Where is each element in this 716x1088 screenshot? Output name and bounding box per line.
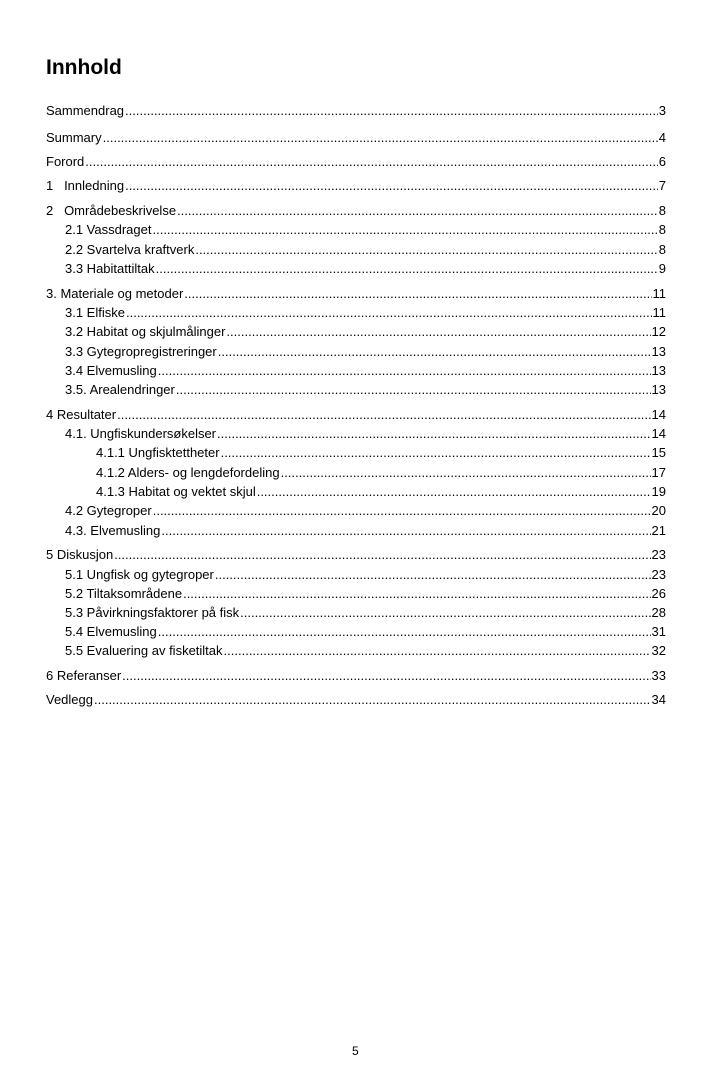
toc-entry-label: 4.1.3 Habitat og vektet skjul (96, 484, 256, 499)
toc-entry-page: 13 (651, 382, 666, 397)
dot-leader (217, 425, 651, 442)
toc-entry-page: 11 (652, 286, 666, 301)
toc-entry-label: 3. Materiale og metoder (46, 286, 184, 301)
toc-entry[interactable] (65, 221, 666, 238)
toc-entry[interactable] (46, 406, 666, 423)
toc-entry-page: 7 (658, 178, 666, 193)
dot-leader (240, 604, 650, 621)
toc-entry-label: Forord (46, 154, 85, 169)
toc-entry-label: 3.2 Habitat og skjulmålinger (65, 324, 226, 339)
toc-entry[interactable] (65, 425, 666, 442)
toc-entry[interactable] (65, 260, 666, 277)
dot-leader (176, 381, 651, 398)
toc-entry-page: 20 (651, 503, 666, 518)
dot-leader (125, 102, 658, 119)
dot-leader (117, 406, 650, 423)
toc-entry-label: 5.3 Påvirkningsfaktorer på fisk (65, 605, 240, 620)
toc-entry[interactable] (65, 522, 666, 539)
dot-leader (183, 585, 650, 602)
toc-entry-label: 5.1 Ungfisk og gytegroper (65, 567, 214, 582)
dot-leader (94, 691, 651, 708)
toc-entry[interactable] (65, 566, 666, 583)
toc-entry-page: 9 (658, 261, 666, 276)
toc-entry-page: 31 (651, 624, 666, 639)
toc-entry[interactable] (65, 502, 666, 519)
page-title: Innhold (46, 56, 122, 79)
toc-entry-label: 3.3 Gytegropregistreringer (65, 344, 217, 359)
toc-entry-label: 4.2 Gytegroper (65, 503, 152, 518)
toc-entry-page: 21 (651, 523, 666, 538)
dot-leader (122, 667, 650, 684)
toc-entry-page: 19 (651, 484, 666, 499)
toc-entry-label: 2.1 Vassdraget (65, 222, 152, 237)
toc-entry[interactable] (46, 177, 666, 194)
toc-entry[interactable] (65, 323, 666, 340)
toc-entry-page: 34 (651, 692, 666, 707)
toc-entry-label: 6 Referanser (46, 668, 122, 683)
dot-leader (257, 483, 651, 500)
dot-leader (226, 323, 650, 340)
toc-entry-page: 26 (651, 586, 666, 601)
toc-entry[interactable] (65, 585, 666, 602)
toc-entry-label: 4.1. Ungfiskundersøkelser (65, 426, 217, 441)
toc-entry-page: 14 (651, 426, 666, 441)
toc-entry[interactable] (65, 304, 666, 321)
dot-leader (224, 642, 651, 659)
toc-entry[interactable] (46, 691, 666, 708)
toc-entry-page: 8 (658, 242, 666, 257)
dot-leader (125, 177, 658, 194)
dot-leader (218, 343, 651, 360)
toc-entry[interactable] (46, 102, 666, 119)
dot-leader (114, 546, 650, 563)
toc-entry[interactable] (46, 202, 666, 219)
dot-leader (215, 566, 651, 583)
toc-entry-page: 23 (651, 547, 666, 562)
toc-entry-page: 6 (658, 154, 666, 169)
toc-entry-label: Vedlegg (46, 692, 93, 707)
toc-entry-label: 5.4 Elvemusling (65, 624, 157, 639)
toc-entry-page: 15 (651, 445, 666, 460)
dot-leader (177, 202, 658, 219)
toc-entry[interactable] (65, 623, 666, 640)
toc-entry-label: Sammendrag (46, 103, 125, 118)
toc-entry-label: 4.3. Elvemusling (65, 523, 161, 538)
toc-entry-page: 23 (651, 567, 666, 582)
toc-entry-label: 2 Områdebeskrivelse (46, 203, 177, 218)
toc-entry[interactable] (46, 285, 666, 302)
toc-entry-page: 4 (658, 130, 666, 145)
toc-entry[interactable] (65, 343, 666, 360)
toc-entry-label: 4 Resultater (46, 407, 117, 422)
dot-leader (281, 464, 651, 481)
toc-entry[interactable] (65, 642, 666, 659)
toc-entry-page: 8 (658, 203, 666, 218)
toc-entry[interactable] (46, 153, 666, 170)
toc-entry-label: 3.5. Arealendringer (65, 382, 175, 397)
toc-entry-page: 13 (651, 344, 666, 359)
toc-entry-page: 17 (651, 465, 666, 480)
toc-entry-page: 32 (651, 643, 666, 658)
dot-leader (126, 304, 652, 321)
dot-leader (195, 241, 657, 258)
dot-leader (158, 623, 651, 640)
toc-entry[interactable] (65, 362, 666, 379)
toc-entry-label: Summary (46, 130, 102, 145)
toc-entry[interactable] (96, 444, 666, 461)
toc-entry-page: 12 (651, 324, 666, 339)
toc-entry[interactable] (65, 381, 666, 398)
dot-leader (85, 153, 657, 170)
dot-leader (158, 362, 651, 379)
toc-entry-label: 4.1.2 Alders- og lengdefordeling (96, 465, 280, 480)
dot-leader (156, 260, 658, 277)
toc-entry-page: 14 (651, 407, 666, 422)
toc-entry-label: 3.1 Elfiske (65, 305, 125, 320)
dot-leader (221, 444, 651, 461)
toc-entry-label: 3.4 Elvemusling (65, 363, 157, 378)
toc-entry[interactable] (65, 241, 666, 258)
toc-entry-label: 2.2 Svartelva kraftverk (65, 242, 195, 257)
dot-leader (103, 129, 658, 146)
toc-entry-label: 5 Diskusjon (46, 547, 114, 562)
toc-entry-page: 8 (658, 222, 666, 237)
dot-leader (184, 285, 651, 302)
page-number: 5 (352, 1044, 359, 1058)
toc-entry-label: 3.3 Habitattiltak (65, 261, 155, 276)
toc-entry[interactable] (46, 129, 666, 146)
toc-entry-page: 28 (651, 605, 666, 620)
toc-entry-label: 5.2 Tiltaksområdene (65, 586, 183, 601)
toc-entry-page: 13 (651, 363, 666, 378)
dot-leader (152, 221, 657, 238)
toc-entry-label: 4.1.1 Ungfisktettheter (96, 445, 220, 460)
toc-entry-page: 33 (651, 668, 666, 683)
toc-entry[interactable] (46, 667, 666, 684)
toc-entry-label: 5.5 Evaluering av fisketiltak (65, 643, 223, 658)
toc-entry-page: 11 (652, 305, 666, 320)
toc-entry[interactable] (96, 483, 666, 500)
toc-entry[interactable] (96, 464, 666, 481)
dot-leader (161, 522, 650, 539)
dot-leader (153, 502, 651, 519)
toc-entry[interactable] (65, 604, 666, 621)
toc-entry-label: 1 Innledning (46, 178, 125, 193)
toc-entry-page: 3 (658, 103, 666, 118)
toc-entry[interactable] (46, 546, 666, 563)
